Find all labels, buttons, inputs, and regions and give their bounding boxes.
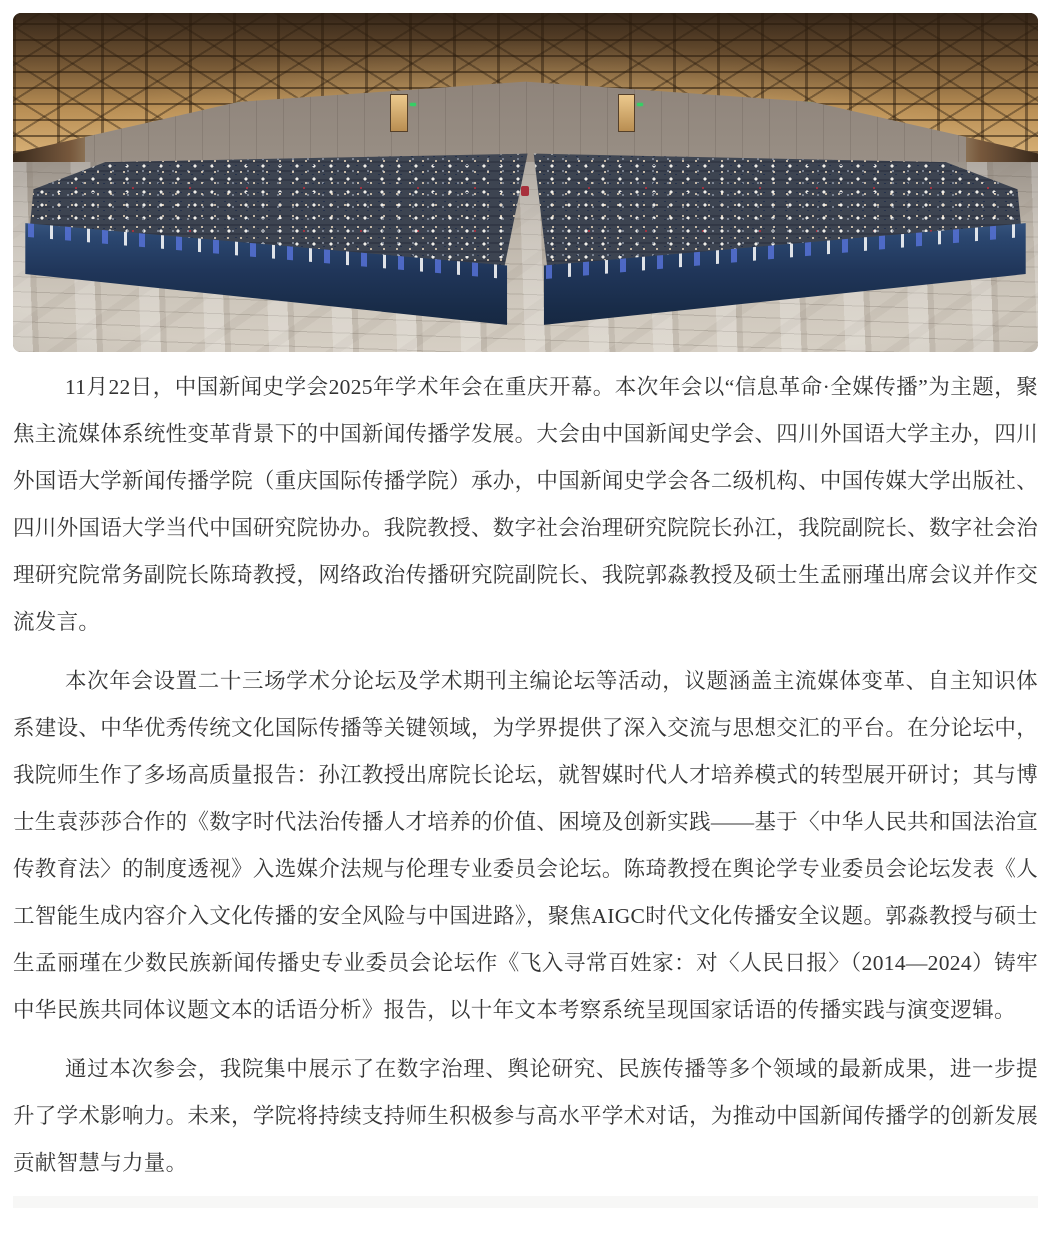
page-bottom-strip — [13, 1196, 1038, 1208]
article-paragraph: 本次年会设置二十三场学术分论坛及学术期刊主编论坛等活动，议题涵盖主流媒体变革、自主知识体系建设、中华优秀传统文化国际传播等关键领域，为学界提供了深入交流与思想交汇的平台。在分论坛中，我院师生作了多场高质量报告：孙江教授出席院长论坛，就智媒时代人才培养模式的转型展开研讨；其与博士生袁莎莎合作的《数字时代法治传播人才培养的价值、困境及创新实践——基于〈中华人民共和国法治宣传教育法〉的制度透视》入选媒介法规与伦理专业委员会论坛。陈琦教授在舆论学专业委员会论坛发表《人工智能生成内容介入文化传播的安全风险与中国进路》，聚焦AIGC时代文化传播安全议题。郭淼教授与硕士生孟丽瑾在少数民族新闻传播史专业委员会论坛作《飞入寻常百姓家：对〈人民日报〉（2014—2024）铸牢中华民族共同体议题文本的话语分析》报告，以十年文本考察系统呈现国家话语的传播实践与演变逻辑。 — [13, 669, 1038, 1022]
photo-vignette — [13, 13, 1038, 352]
article-paragraph: 11月22日，中国新闻史学会2025年学术年会在重庆开幕。本次年会以“信息革命·全媒传播”为主题，聚焦主流媒体系统性变革背景下的中国新闻传播学发展。大会由中国新闻史学会、四川外国语大学主办，四川外国语大学新闻传播学院（重庆国际传播学院）承办，中国新闻史学会各二级机构、中国传媒大学出版社、四川外国语大学当代中国研究院协办。我院教授、数字社会治理研究院院长孙江，我院副院长、数字社会治理研究院常务副院长陈琦教授，网络政治传播研究院副院长、我院郭淼教授及硕士生孟丽瑾出席会议并作交流发言。 — [13, 375, 1038, 634]
article-paragraph: 通过本次参会，我院集中展示了在数字治理、舆论研究、民族传播等多个领域的最新成果，进一步提升了学术影响力。未来，学院将持续支持师生积极参与高水平学术对话，为推动中国新闻传播学的创新发展贡献智慧与力量。 — [13, 1057, 1038, 1175]
article-body — [13, 364, 1038, 1187]
conference-photo — [13, 13, 1038, 352]
